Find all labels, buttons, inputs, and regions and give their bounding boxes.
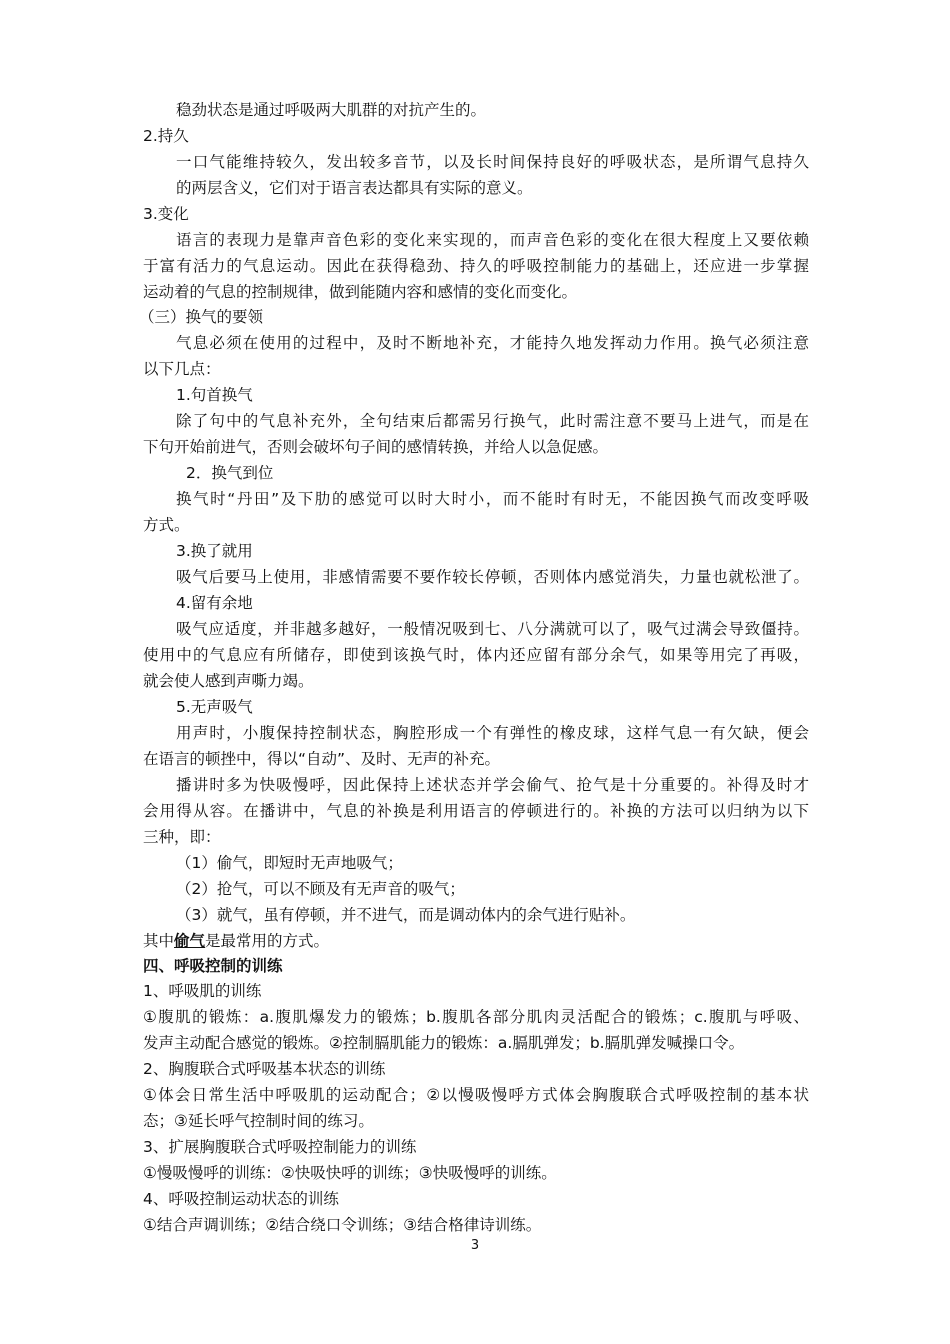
text-line: 使用中的气息应有所储存，即使到该换气时，体内还应留有部分余气，如果等用完了再吸， <box>143 646 809 664</box>
list-item: （1）偷气，即短时无声地吸气； <box>176 854 403 872</box>
subheading: 3.变化 <box>143 205 189 223</box>
subheading: 4.留有余地 <box>176 594 253 612</box>
subheading: 3.换了就用 <box>176 542 253 560</box>
text-line: 气息必须在使用的过程中，及时不断地补充，才能持久地发挥动力作用。换气必须注意 <box>176 334 809 352</box>
text-line: 三种，即： <box>143 828 221 846</box>
emphasis-line <box>143 930 329 952</box>
text-line: 发声主动配合感觉的锻炼。②控制膈肌能力的锻炼：a.膈肌弹发；b.膈肌弹发喊操口令。 <box>143 1034 745 1052</box>
text-line: ①慢吸慢呼的训练：②快吸快呼的训练；③快吸慢呼的训练。 <box>143 1164 557 1182</box>
text-line: 以下几点： <box>143 360 221 378</box>
text-line: 用声时，小腹保持控制状态，胸腔形成一个有弹性的橡皮球，这样气息一有欠缺，便会 <box>176 724 809 742</box>
emphasis-before: 其中 <box>143 932 175 950</box>
subheading: 1.句首换气 <box>176 386 253 404</box>
text-line: 运动着的气息的控制规律，做到能随内容和感情的变化而变化。 <box>143 283 578 301</box>
text-line: 方式。 <box>143 516 190 534</box>
subheading: 5.无声吸气 <box>176 698 253 716</box>
text-line: 会用得从容。在播讲中，气息的补换是利用语言的停顿进行的。补换的方法可以归纳为以下 <box>143 802 809 820</box>
text-line: 换气时“丹田”及下肋的感觉可以时大时小，而不能时有时无，不能因换气而改变呼吸 <box>176 490 809 508</box>
subheading: 2.持久 <box>143 127 189 145</box>
text-line: ①腹肌的锻炼：a.腹肌爆发力的锻炼；b.腹肌各部分肌肉灵活配合的锻炼；c.腹肌与呼吸、 <box>143 1008 809 1026</box>
text-line: 一口气能维持较久，发出较多音节，以及长时间保持良好的呼吸状态，是所谓气息持久 <box>176 153 809 171</box>
emphasis-after: 是最常用的方式。 <box>205 932 330 950</box>
text-line: 就会使人感到声嘶力竭。 <box>143 672 314 690</box>
text-line: 除了句中的气息补充外，全句结束后都需另行换气，此时需注意不要马上进气，而是在 <box>176 412 809 430</box>
text-line: 稳劲状态是通过呼吸两大肌群的对抗产生的。 <box>176 101 487 119</box>
text-line: 语言的表现力是靠声音色彩的变化来实现的，而声音色彩的变化在很大程度上又要依赖 <box>176 231 809 249</box>
section-heading: 四、呼吸控制的训练 <box>143 957 283 975</box>
subheading: （三）换气的要领 <box>139 308 264 326</box>
text-line: ①结合声调训练；②结合绕口令训练；③结合格律诗训练。 <box>143 1216 542 1234</box>
text-line: 播讲时多为快吸慢呼，因此保持上述状态并学会偷气、抢气是十分重要的。补得及时才 <box>176 776 809 794</box>
list-item: （2）抢气，可以不顾及有无声音的吸气； <box>176 880 465 898</box>
text-line: 的两层含义，它们对于语言表达都具有实际的意义。 <box>176 179 533 197</box>
subheading: 2．换气到位 <box>186 464 274 482</box>
text-line: 于富有活力的气息运动。因此在获得稳劲、持久的呼吸控制能力的基础上，还应进一步掌握 <box>143 257 809 275</box>
subheading: 3、扩展胸腹联合式呼吸控制能力的训练 <box>143 1138 417 1156</box>
list-item: （3）就气，虽有停顿，并不进气，而是调动体内的余气进行贴补。 <box>176 906 636 924</box>
subheading: 4、呼吸控制运动状态的训练 <box>143 1190 339 1208</box>
subheading: 1、呼吸肌的训练 <box>143 982 262 1000</box>
emphasis-underlined-word: 偷气 <box>174 932 206 950</box>
subheading: 2、胸腹联合式呼吸基本状态的训练 <box>143 1060 386 1078</box>
text-line: 在语言的顿挫中，得以“自动”、及时、无声的补充。 <box>143 750 501 768</box>
text-line: 吸气应适度，并非越多越好，一般情况吸到七、八分满就可以了，吸气过满会导致僵持。 <box>176 620 809 638</box>
text-line: 态；③延长呼气控制时间的练习。 <box>143 1112 374 1130</box>
page-number: 3 <box>470 1238 480 1253</box>
text-line: ①体会日常生活中呼吸肌的运动配合；②以慢吸慢呼方式体会胸腹联合式呼吸控制的基本状 <box>143 1086 809 1104</box>
text-line: 吸气后要马上使用，非感情需要不要作较长停顿，否则体内感觉消失，力量也就松泄了。 <box>176 568 809 586</box>
text-line: 下句开始前进气，否则会破坏句子间的感情转换，并给人以急促感。 <box>143 438 609 456</box>
